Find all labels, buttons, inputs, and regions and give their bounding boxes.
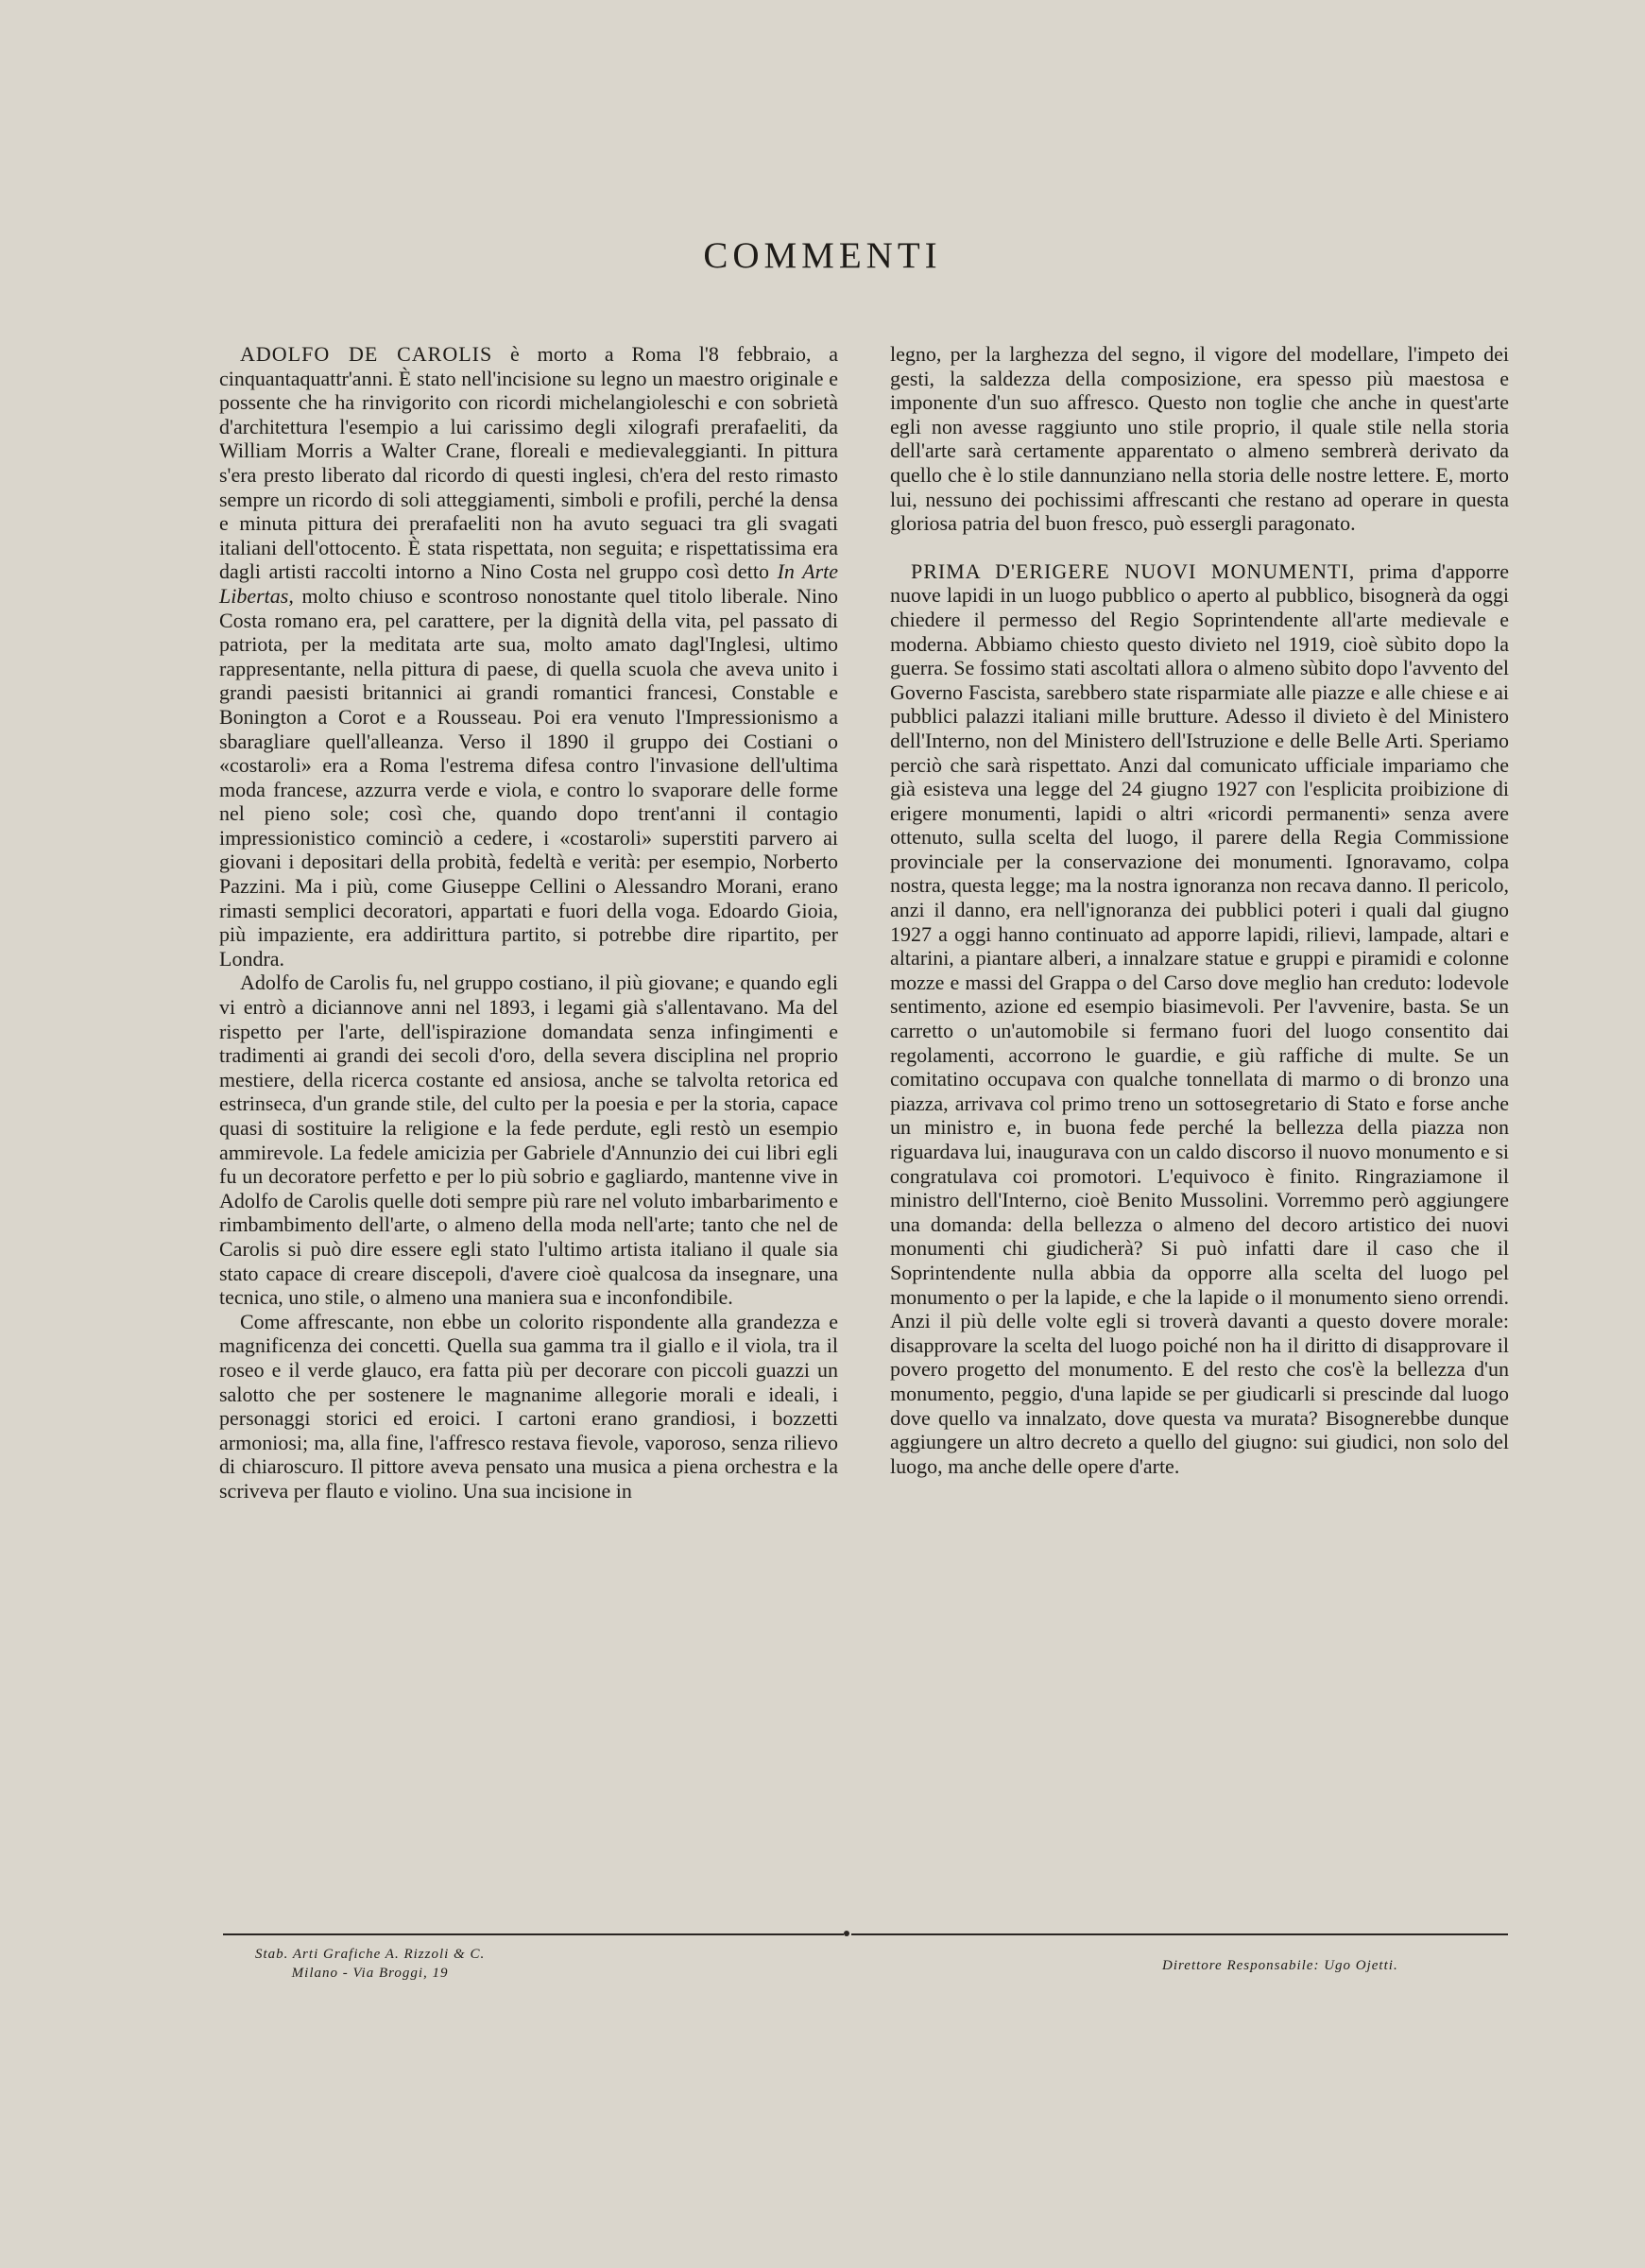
article-paragraph <box>219 342 838 971</box>
article-paragraph: Adolfo de Carolis fu, nel gruppo costiano, il più giovane; e quando egli vi entrò a diciannove anni nel 1893, i legami già s'allentavano. Ma del rispetto per l'arte, dell'ispirazione domandata senza infingimenti e tradimenti ai grandi dei secoli d'oro, della severa disciplina nel proprio mestiere, della ricerca costante ed ansiosa, anche se talvolta retorica ed estrinseca, d'un grande stile, del culto per la poesia e per la storia, capace quasi di sostituire la religione e la fede perdute, egli restò un esempio ammirevole. La fedele amicizia per Gabriele d'Annunzio dei cui libri egli fu un decoratore perfetto e per lo più sobrio e gagliardo, mantenne vive in Adolfo de Carolis quelle doti sempre più rare nel voluto imbarbarimento e rimbambimento dell'arte, o almeno della moda nell'arte; tanto che nel de Carolis si può dire essere egli stato l'ultimo artista italiano il quale sia stato capace di creare discepoli, d'avere cioè qualcosa da insegnare, una tecnica, uno stile, o almeno una maniera sua e inconfondibile. <box>219 971 838 1310</box>
article-paragraph <box>890 559 1509 1479</box>
footer-rule-right <box>851 1933 1508 1935</box>
article-text: prima d'apporre nuove lapidi in un luogo pubblico o aperto al pubblico, bisognerà da oggi chiedere il permesso del Regio Soprintendente all'arte medievale e moderna. Abbiamo chiesto questo divieto nel 1919, cioè sùbito dopo la guerra. Se fossimo stati ascoltati allora o almeno sùbito dopo l'avvento del Governo Fascista, sarebbero state risparmiate alle piazze e alle chiese e ai pubblici palazzi italiani mille brutture. Adesso il divieto è del Ministero dell'Interno, non del Ministero dell'Istruzione e delle Belle Arti. Speriamo perciò che sarà rispettato. Anzi dal comunicato ufficiale impariamo che già esisteva una legge del 24 giugno 1927 con l'esplicita proibizione di erigere monumenti, lapidi o altri «ricordi permanenti» senza avere ottenuto, sulla scelta del luogo, il parere della Regia Commissione provinciale per la conservazione dei monumenti. Ignoravamo, colpa nostra, questa legge; ma la nostra ignoranza non recava danno. Il pericolo, anzi il danno, era nell'ignoranza dei pubblici poteri i quali dal giugno 1927 a oggi hanno continuato ad apporre lapidi, rilievi, lampade, altari e altarini, a piantare alberi, a innalzare statue e gruppi e piramidi e colonne mozze e massi del Grappa o del Carso dove meglio han creduto: lodevole sentimento, azione ed esempio biasimevoli. Per l'avvenire, basta. Se un carretto o un'automobile si fermano fuori del luogo consentito dai regolamenti, accorrono le guardie, e giù raffiche di multe. Se un comitatino occupava con qualche tonnellata di marmo o di bronzo una piazza, arrivava col primo treno un sottosegretario di Stato e forse anche un ministro e, in buona fede perché la bellezza della piazza non riguardava lui, inaugurava con un caldo discorso il nuovo monumento e si congratulava coi promotori. L'equivoco è finito. Ringraziamone il ministro dell'Interno, cioè Benito Mussolini. Vorremmo però aggiungere una domanda: della bellezza o almeno del decoro artistico dei nuovi monumenti chi giudicherà? Si può infatti dare il caso che il Soprintendente nulla abbia da opporre alla scelta del luogo pel monumento o per la lapide, e che la lapide o il monumento sieno orrendi. Anzi il più delle volte egli si troverà davanti a questo dovere morale: disapprovare la scelta del luogo poiché non ha il diritto di disapprovare il povero progetto del monumento. E del resto che cos'è la bellezza d'un monumento, peggio, d'una lapide se per giudicarli si prescinde dal luogo dove quello va innalzato, dove questa va murata? Bisognerebbe dunque aggiungere un altro decreto a quello del giugno: sui giudici, non solo del luogo, ma anche delle opere d'arte. <box>890 558 1510 1478</box>
article-text: molto chiuso e scontroso nonostante quel titolo liberale. Nino Costa romano era, pel carattere, per la dignità della vita, pel passato di patriota, per la meditata arte sua, molto amato dagl'Inglesi, ultimo rappresentante, nella pittura di paese, di quella scuola che aveva unito i grandi paesisti britannici ai grandi romantici francesi, Constable e Bonington a Corot e a Rousseau. Poi era venuto l'Impressionismo a sbaragliare quell'alleanza. Verso il 1890 il gruppo dei Costiani o «costaroli» era a Roma l'estrema difesa contro l'invasione dell'ultima moda francese, azzurra verde e viola, e contro lo svaporare delle forme nel pieno sole; così che, quando dopo trent'anni il contagio impressionistico cominciò a cedere, i «costaroli» superstiti parvero ai giovani i depositari della probità, fedeltà e verità: per esempio, Norberto Pazzini. Ma i più, come Giuseppe Cellini o Alessandro Morani, erano rimasti semplici decoratori, appartati e fuori della voga. Edoardo Gioia, più impaziente, era addirittura partito, si potrebbe dire ripartito, per Londra. <box>219 583 838 971</box>
article-paragraph: Come affrescante, non ebbe un colorito rispondente alla grandezza e magnificenza dei concetti. Quella sua gamma tra il giallo e il viola, tra il roseo e il verde glauco, era fatta più per decorare con piccoli guazzi un salotto che per sostenere le magnanime allegorie morali e ideali, i personaggi storici ed eroici. I cartoni erano grandiosi, i bozzetti armoniosi; ma, alla fine, l'affresco restava fievole, vaporoso, senza rilievo di chiaroscuro. Il pittore aveva pensato una musica a piena orchestra e la scriveva per flauto e violino. Una sua incisione in <box>219 1309 838 1503</box>
article-continuation: legno, per la larghezza del segno, il vigore del modellare, l'impeto dei gesti, la saldezza della composizione, era spesso più maestosa e imponente d'un suo affresco. Questo non toglie che anche in quest'arte egli non avesse raggiunto uno stile proprio, il quale stile nella storia dell'arte sarà certamente apparentato o almeno sembrerà derivato da quello che è lo stile dannunziano nella storia delle nostre lettere. E, morto lui, nessuno dei pochissimi affrescanti che restano ad operare in questa gloriosa patria del buon fresco, può essergli paragonato. <box>890 342 1509 536</box>
article-lead: ADOLFO DE CAROLIS <box>240 342 493 366</box>
imprint-line: Stab. Arti Grafiche A. Rizzoli & C. <box>255 1947 486 1962</box>
italic-group-name: In Arte Libertas, <box>219 559 839 608</box>
article-lead: PRIMA D'ERIGERE NUOVI MONUMENTI, <box>911 558 1356 583</box>
footer-rule-left <box>223 1933 844 1935</box>
director-credit: Direttore Responsabile: Ugo Ojetti. <box>1162 1958 1398 1973</box>
imprint-line: Milano - Via Broggi, 19 <box>291 1966 449 1981</box>
article-text: è morto a Roma l'8 febbraio, a cinquantaquattr'anni. È stato nell'incisione su legno un maestro originale e possente che ha rinvigorito con ricordi michelangioleschi e con sobrietà d'architettura l'esempio a lui carissimo degli xilografi prerafaeliti, da William Morris a Walter Crane, floreali e medievaleggianti. In pittura s'era presto liberato dal ricordo di questi inglesi, ch'era del resto rimasto sempre un ricordo di soli atteggiamenti, simboli e profili, perché la densa e minuta pittura dei prerafaeliti non ha avuto seguaci tra gli svagati italiani dell'ottocento. È stata rispettata, non seguita; e rispettatissima era dagli artisti raccolti intorno a Nino Costa nel gruppo così detto <box>219 342 839 584</box>
printer-imprint <box>255 1945 485 1983</box>
right-column <box>890 342 1509 1478</box>
left-column <box>219 342 838 1503</box>
page-title: COMMENTI <box>703 235 942 276</box>
footer-rule-ornament <box>844 1931 849 1936</box>
